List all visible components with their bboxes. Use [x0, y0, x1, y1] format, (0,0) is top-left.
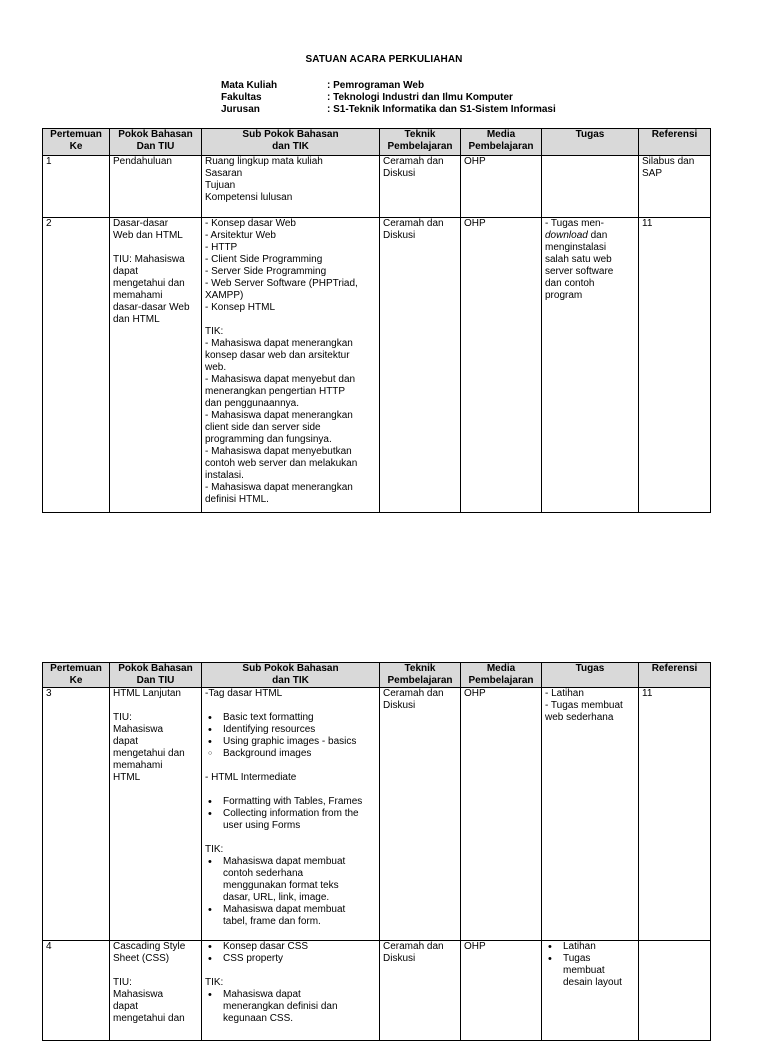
list-item: • Collecting information from the user using Forms — [205, 808, 376, 832]
meta-value: : S1-Teknik Informatika dan S1-Sistem Informasi — [327, 104, 556, 115]
table-header-row — [43, 663, 711, 688]
bullet-list — [205, 712, 376, 760]
bullet-list — [205, 856, 376, 928]
cell-tugas: - Tugas men- download dan menginstalasi salah satu web server software dan contoh program — [542, 218, 639, 513]
list-item: • Tugas membuat desain layout — [545, 953, 635, 989]
cell-tugas — [542, 156, 639, 218]
cell-media: OHP — [461, 688, 542, 941]
cell-media: OHP — [461, 218, 542, 513]
list-item: • Mahasiswa dapat membuat tabel, frame dan form. — [205, 904, 376, 928]
list-item: • Basic text formatting — [205, 712, 376, 724]
header-teknik: Teknik Pembelajaran — [380, 663, 461, 688]
header-tugas: Tugas — [542, 129, 639, 156]
course-info-row — [221, 80, 556, 92]
header-pokok-bahasan: Pokok Bahasan Dan TIU — [110, 663, 202, 688]
cell-teknik: Ceramah dan Diskusi — [380, 941, 461, 1041]
cell-no: 2 — [43, 218, 110, 513]
list-item: • Latihan — [545, 941, 635, 953]
cell-referensi: 11 — [639, 218, 711, 513]
list-item: • Konsep dasar CSS — [205, 941, 376, 953]
cell-media: OHP — [461, 941, 542, 1041]
schedule-table-2 — [42, 662, 711, 1041]
cell-sub: • Konsep dasar CSS • CSS property TIK: • Mahasiswa dapat menerangkan definisi dan kegunaan CSS. — [202, 941, 380, 1041]
header-referensi: Referensi — [639, 129, 711, 156]
table-row — [43, 156, 711, 218]
meta-value: : Pemrograman Web — [327, 80, 425, 91]
document-title: SATUAN ACARA PERKULIAHAN — [305, 54, 463, 65]
cell-pokok: Dasar-dasar Web dan HTML TIU: Mahasiswa dapat mengetahui dan memahami dasar-dasar Web dan HTML — [110, 218, 202, 513]
table-row — [43, 688, 711, 941]
cell-teknik: Ceramah dan Diskusi — [380, 156, 461, 218]
list-item: • Mahasiswa dapat membuat contoh sederhana menggunakan format teks dasar, URL, link, image. — [205, 856, 376, 904]
header-media: Media Pembelajaran — [461, 663, 542, 688]
cell-referensi — [639, 941, 711, 1041]
list-item: • Formatting with Tables, Frames — [205, 796, 376, 808]
schedule-table-1 — [42, 128, 711, 513]
list-item: • Using graphic images - basics — [205, 736, 376, 748]
cell-referensi: Silabus dan SAP — [639, 156, 711, 218]
bullet-list — [205, 989, 376, 1025]
table-header-row — [43, 129, 711, 156]
cell-sub: -Tag dasar HTML • Basic text formatting • Identifying resources • Using graphic images - basics ○ Background images - HTML Intermediate • Formatting with Tables, Frames • Collecting information from the user using Forms TIK: • Mahasiswa dapat membuat contoh sederhana menggunakan format teks dasar, URL, link, image. • Mahasiswa dapat membuat tabel, frame dan form. — [202, 688, 380, 941]
cell-pokok: HTML Lanjutan TIU: Mahasiswa dapat mengetahui dan memahami HTML — [110, 688, 202, 941]
cell-tugas: - Latihan - Tugas membuat web sederhana — [542, 688, 639, 941]
meta-value: : Teknologi Industri dan Ilmu Komputer — [327, 92, 513, 103]
table-row — [43, 218, 711, 513]
meta-label: Jurusan — [221, 104, 260, 115]
cell-no: 1 — [43, 156, 110, 218]
header-teknik: Teknik Pembelajaran — [380, 129, 461, 156]
header-referensi: Referensi — [639, 663, 711, 688]
bullet-list — [205, 941, 376, 965]
course-info — [221, 80, 556, 116]
cell-teknik: Ceramah dan Diskusi — [380, 688, 461, 941]
course-info-row — [221, 104, 556, 116]
header-sub-pokok: Sub Pokok Bahasan dan TIK — [202, 663, 380, 688]
list-item: • Identifying resources — [205, 724, 376, 736]
header-sub-pokok: Sub Pokok Bahasan dan TIK — [202, 129, 380, 156]
cell-media: OHP — [461, 156, 542, 218]
cell-pokok: Pendahuluan — [110, 156, 202, 218]
cell-sub: Ruang lingkup mata kuliah Sasaran Tujuan Kompetensi lulusan — [202, 156, 380, 218]
list-item: ○ Background images — [205, 748, 376, 760]
meta-label: Fakultas — [221, 92, 262, 103]
bullet-list — [545, 941, 635, 989]
bullet-list — [205, 796, 376, 832]
cell-no: 3 — [43, 688, 110, 941]
cell-sub: - Konsep dasar Web - Arsitektur Web - HTTP - Client Side Programming - Server Side Programming - Web Server Software (PHPTriad, XAMPP) - Konsep HTML TIK: - Mahasiswa dapat menerangkan konsep dasar web dan arsitektur web. - Mahasiswa dapat menyebut dan menerangkan pengertian HTTP dan penggunaannya. - Mahasiswa dapat menerangkan client side dan server side programming dan fungsinya. - Mahasiswa dapat menyebutkan contoh web server dan melakukan instalasi. - Mahasiswa dapat menerangkan definisi HTML. — [202, 218, 380, 513]
table-row — [43, 941, 711, 1041]
header-tugas: Tugas — [542, 663, 639, 688]
header-pertemuan: Pertemuan Ke — [43, 663, 110, 688]
cell-no: 4 — [43, 941, 110, 1041]
list-item: • Mahasiswa dapat menerangkan definisi dan kegunaan CSS. — [205, 989, 376, 1025]
course-info-row — [221, 92, 556, 104]
list-item: • CSS property — [205, 953, 376, 965]
cell-tugas — [542, 941, 639, 1041]
header-media: Media Pembelajaran — [461, 129, 542, 156]
header-pertemuan: Pertemuan Ke — [43, 129, 110, 156]
cell-pokok: Cascading Style Sheet (CSS) TIU: Mahasiswa dapat mengetahui dan — [110, 941, 202, 1041]
cell-referensi: 11 — [639, 688, 711, 941]
header-pokok-bahasan: Pokok Bahasan Dan TIU — [110, 129, 202, 156]
meta-label: Mata Kuliah — [221, 80, 278, 91]
cell-teknik: Ceramah dan Diskusi — [380, 218, 461, 513]
